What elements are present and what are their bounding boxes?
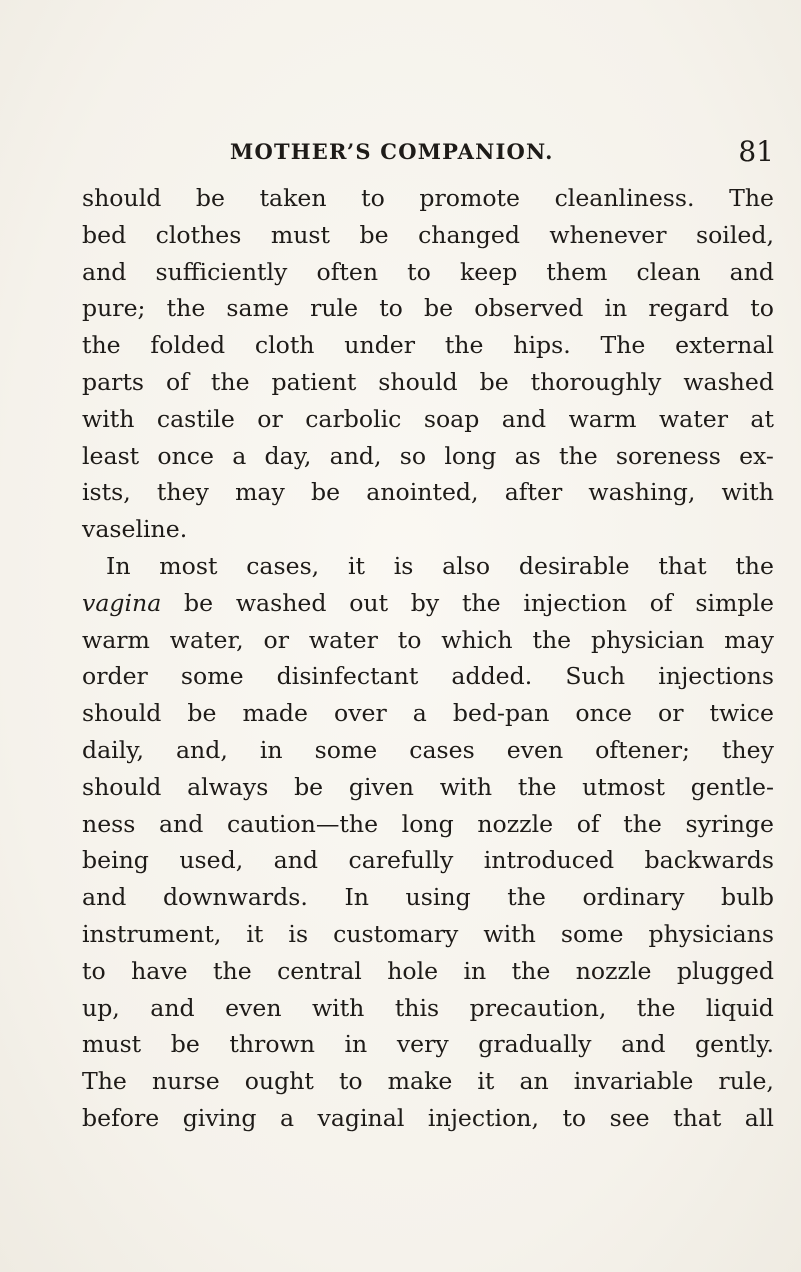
word: which bbox=[441, 625, 513, 654]
word: given bbox=[348, 772, 414, 801]
text-line bbox=[82, 290, 774, 327]
word: physician bbox=[591, 625, 705, 654]
word: even bbox=[225, 993, 282, 1022]
word: before bbox=[82, 1103, 160, 1132]
text-line bbox=[82, 180, 774, 217]
word: once bbox=[157, 441, 214, 470]
word: should bbox=[82, 699, 162, 728]
word: nozzle bbox=[575, 956, 652, 985]
word: should bbox=[82, 184, 162, 212]
text-line bbox=[82, 1100, 774, 1137]
word: some bbox=[560, 919, 624, 948]
word: downwards. bbox=[162, 883, 308, 912]
word: In bbox=[344, 883, 369, 912]
text-line bbox=[82, 327, 774, 364]
word: The bbox=[600, 331, 646, 360]
word: cases bbox=[409, 735, 475, 764]
word: castile bbox=[156, 404, 235, 433]
word: must bbox=[270, 220, 331, 249]
word: water bbox=[658, 404, 728, 433]
word: in bbox=[344, 1030, 368, 1059]
text-line bbox=[82, 806, 774, 843]
text-line bbox=[82, 622, 774, 659]
word: a bbox=[232, 441, 247, 470]
word: ness bbox=[82, 809, 136, 838]
word: with bbox=[483, 919, 536, 948]
word: be bbox=[311, 478, 341, 507]
word: cloth bbox=[254, 331, 315, 360]
word: least bbox=[82, 441, 140, 470]
word: the bbox=[461, 588, 501, 617]
word: of bbox=[166, 367, 189, 396]
word: nozzle bbox=[477, 809, 554, 838]
word: promote bbox=[419, 184, 520, 212]
word: with bbox=[439, 772, 493, 801]
word: syringe bbox=[685, 809, 774, 838]
word: be bbox=[184, 588, 214, 617]
word: same bbox=[226, 294, 289, 323]
word: anointed, bbox=[366, 478, 479, 507]
word: physicians bbox=[648, 919, 774, 948]
word: that bbox=[673, 1103, 722, 1132]
word: over bbox=[334, 699, 387, 728]
word: sufficiently bbox=[155, 257, 288, 286]
word: bed bbox=[82, 220, 127, 249]
word: a bbox=[279, 1103, 295, 1132]
word: whenever bbox=[549, 220, 667, 249]
word: clean bbox=[636, 257, 701, 286]
word: be bbox=[195, 184, 225, 212]
word: changed bbox=[418, 220, 520, 249]
word: ordinary bbox=[582, 883, 685, 912]
word: gentle- bbox=[690, 772, 774, 801]
word: water, bbox=[169, 625, 244, 654]
word: keep bbox=[459, 257, 518, 286]
word: should bbox=[378, 367, 458, 396]
word: and bbox=[501, 404, 547, 433]
word: at bbox=[750, 404, 774, 433]
word: the bbox=[532, 625, 572, 654]
word: up, bbox=[82, 993, 120, 1022]
word: daily, bbox=[82, 735, 144, 764]
word: carefully bbox=[348, 846, 454, 875]
word: rule bbox=[310, 294, 359, 323]
text-line bbox=[82, 217, 774, 254]
word: it bbox=[246, 919, 264, 948]
word: soreness bbox=[615, 441, 721, 470]
word: must bbox=[82, 1030, 142, 1059]
text-line bbox=[82, 916, 774, 953]
word: hole bbox=[387, 956, 439, 985]
word: the bbox=[636, 993, 676, 1022]
word: by bbox=[410, 588, 440, 617]
word: be bbox=[424, 294, 454, 323]
word: they bbox=[721, 735, 774, 764]
word: order bbox=[82, 662, 148, 691]
word: made bbox=[242, 699, 308, 728]
word: be bbox=[479, 367, 509, 396]
word: folded bbox=[150, 331, 226, 360]
word: some bbox=[314, 735, 378, 764]
word: central bbox=[277, 956, 362, 985]
word: backwards bbox=[644, 846, 774, 875]
word: of bbox=[576, 809, 600, 838]
word: after bbox=[504, 478, 563, 507]
word: the bbox=[82, 331, 121, 360]
word: they bbox=[156, 478, 209, 507]
word: vaseline. bbox=[82, 515, 188, 544]
word: nurse bbox=[151, 1067, 220, 1096]
word: injection bbox=[523, 588, 627, 617]
word: cleanliness. bbox=[554, 184, 695, 212]
word: carbolic bbox=[305, 404, 402, 433]
word: and bbox=[273, 846, 319, 875]
text-line bbox=[82, 990, 774, 1027]
word: is bbox=[288, 919, 309, 948]
word: used, bbox=[179, 846, 244, 875]
text-line bbox=[82, 953, 774, 990]
word: or bbox=[658, 699, 684, 728]
text-line bbox=[82, 548, 774, 585]
word: invariable bbox=[573, 1067, 694, 1096]
word: with bbox=[311, 993, 365, 1022]
word: washing, bbox=[588, 478, 696, 507]
word: very bbox=[396, 1030, 449, 1059]
word: or bbox=[263, 625, 290, 654]
word: so bbox=[399, 441, 427, 470]
word: see bbox=[609, 1103, 650, 1132]
text-line bbox=[82, 769, 774, 806]
word: pure; bbox=[82, 294, 146, 323]
text-line bbox=[82, 842, 774, 879]
body-text bbox=[82, 180, 774, 1137]
word: In bbox=[106, 551, 131, 580]
word: to bbox=[82, 956, 106, 985]
word: the bbox=[517, 772, 557, 801]
word: the bbox=[444, 331, 484, 360]
word: day, bbox=[264, 441, 312, 470]
word: Such bbox=[565, 662, 626, 691]
word: vagina bbox=[82, 588, 162, 617]
word: the bbox=[210, 367, 250, 396]
word: the bbox=[623, 809, 662, 838]
word: with bbox=[721, 478, 774, 507]
word: cases, bbox=[246, 551, 320, 580]
word: and bbox=[729, 257, 774, 286]
word: be bbox=[294, 772, 324, 801]
word: The bbox=[82, 1067, 127, 1096]
word: injection, bbox=[427, 1103, 539, 1132]
text-line bbox=[82, 732, 774, 769]
text-line bbox=[82, 474, 774, 511]
word: out bbox=[349, 588, 389, 617]
text-line bbox=[82, 1063, 774, 1100]
word: of bbox=[649, 588, 673, 617]
word: also bbox=[442, 551, 491, 580]
word: should bbox=[82, 772, 162, 801]
word: caution—the bbox=[226, 809, 379, 838]
word: parts bbox=[82, 367, 145, 396]
word: ists, bbox=[82, 478, 131, 507]
word: washed bbox=[683, 367, 774, 396]
word: patient bbox=[271, 367, 357, 396]
word: external bbox=[675, 331, 774, 360]
word: the bbox=[559, 441, 598, 470]
word: giving bbox=[182, 1103, 257, 1132]
word: or bbox=[257, 404, 283, 433]
word: with bbox=[82, 404, 135, 433]
word: using bbox=[405, 883, 471, 912]
text-line bbox=[82, 1026, 774, 1063]
word: introduced bbox=[483, 846, 615, 875]
text-line bbox=[82, 511, 774, 548]
word: warm bbox=[568, 404, 637, 433]
word: under bbox=[344, 331, 416, 360]
page-number: 81 bbox=[738, 135, 774, 168]
word: and bbox=[150, 993, 195, 1022]
word: to bbox=[750, 294, 774, 323]
word: be bbox=[359, 220, 389, 249]
word: liquid bbox=[705, 993, 774, 1022]
text-line bbox=[82, 438, 774, 475]
word: make bbox=[387, 1067, 453, 1096]
word: be bbox=[170, 1030, 200, 1059]
text-line bbox=[82, 658, 774, 695]
word: always bbox=[187, 772, 269, 801]
word: and bbox=[82, 257, 127, 286]
word: this bbox=[394, 993, 440, 1022]
word: may bbox=[724, 625, 774, 654]
word: in bbox=[259, 735, 283, 764]
word: the bbox=[166, 294, 206, 323]
word: it bbox=[477, 1067, 495, 1096]
word: to bbox=[379, 294, 403, 323]
word: thoroughly bbox=[530, 367, 662, 396]
word: ex- bbox=[739, 441, 774, 470]
word: warm bbox=[82, 625, 150, 654]
word: may bbox=[235, 478, 285, 507]
word: the bbox=[735, 551, 774, 580]
word: in bbox=[463, 956, 487, 985]
running-title: MOTHER’S COMPANION. bbox=[230, 139, 554, 164]
word: all bbox=[744, 1103, 774, 1132]
word: most bbox=[159, 551, 218, 580]
text-line bbox=[82, 401, 774, 438]
word: washed bbox=[235, 588, 327, 617]
word: added. bbox=[451, 662, 533, 691]
word: some bbox=[180, 662, 244, 691]
word: taken bbox=[259, 184, 327, 212]
word: desirable bbox=[518, 551, 630, 580]
text-line bbox=[82, 879, 774, 916]
word: customary bbox=[333, 919, 459, 948]
word: the bbox=[213, 956, 252, 985]
text-line bbox=[82, 695, 774, 732]
word: clothes bbox=[155, 220, 242, 249]
word: injections bbox=[658, 662, 774, 691]
word: that bbox=[658, 551, 707, 580]
text-line bbox=[82, 254, 774, 291]
word: plugged bbox=[676, 956, 774, 985]
word: often bbox=[316, 257, 379, 286]
word: water bbox=[308, 625, 378, 654]
word: The bbox=[729, 184, 774, 212]
word: is bbox=[393, 551, 414, 580]
word: vaginal bbox=[317, 1103, 405, 1132]
word: to bbox=[562, 1103, 587, 1132]
word: even bbox=[506, 735, 564, 764]
word: long bbox=[401, 809, 454, 838]
word: oftener; bbox=[595, 735, 690, 764]
word: them bbox=[546, 257, 608, 286]
word: be bbox=[187, 699, 217, 728]
text-line bbox=[82, 364, 774, 401]
word: rule, bbox=[718, 1067, 774, 1096]
word: soiled, bbox=[695, 220, 774, 249]
word: have bbox=[131, 956, 188, 985]
word: being bbox=[82, 846, 149, 875]
word: the bbox=[511, 956, 551, 985]
word: and, bbox=[329, 441, 382, 470]
word: hips. bbox=[513, 331, 571, 360]
word: an bbox=[519, 1067, 549, 1096]
word: to bbox=[361, 184, 385, 212]
word: and bbox=[158, 809, 204, 838]
word: utmost bbox=[582, 772, 666, 801]
word: to bbox=[397, 625, 422, 654]
page-header bbox=[230, 132, 774, 172]
word: gradually bbox=[478, 1030, 592, 1059]
word: the bbox=[507, 883, 546, 912]
word: regard bbox=[648, 294, 730, 323]
word: precaution, bbox=[469, 993, 607, 1022]
word: and bbox=[621, 1030, 666, 1059]
word: disinfectant bbox=[276, 662, 419, 691]
word: in bbox=[604, 294, 628, 323]
text-line bbox=[82, 585, 774, 622]
word: to bbox=[407, 257, 431, 286]
word: long bbox=[444, 441, 497, 470]
word: gently. bbox=[695, 1030, 774, 1059]
word: and bbox=[82, 883, 127, 912]
word: as bbox=[514, 441, 541, 470]
word: instrument, bbox=[82, 919, 222, 948]
word: a bbox=[412, 699, 427, 728]
word: and, bbox=[175, 735, 228, 764]
word: simple bbox=[695, 588, 774, 617]
word: once bbox=[575, 699, 632, 728]
word: ought bbox=[244, 1067, 314, 1096]
word: soap bbox=[423, 404, 480, 433]
word: bed-pan bbox=[452, 699, 550, 728]
word: twice bbox=[709, 699, 774, 728]
word: it bbox=[347, 551, 365, 580]
word: to bbox=[338, 1067, 363, 1096]
word: observed bbox=[474, 294, 584, 323]
word: thrown bbox=[229, 1030, 315, 1059]
word: bulb bbox=[721, 883, 774, 912]
